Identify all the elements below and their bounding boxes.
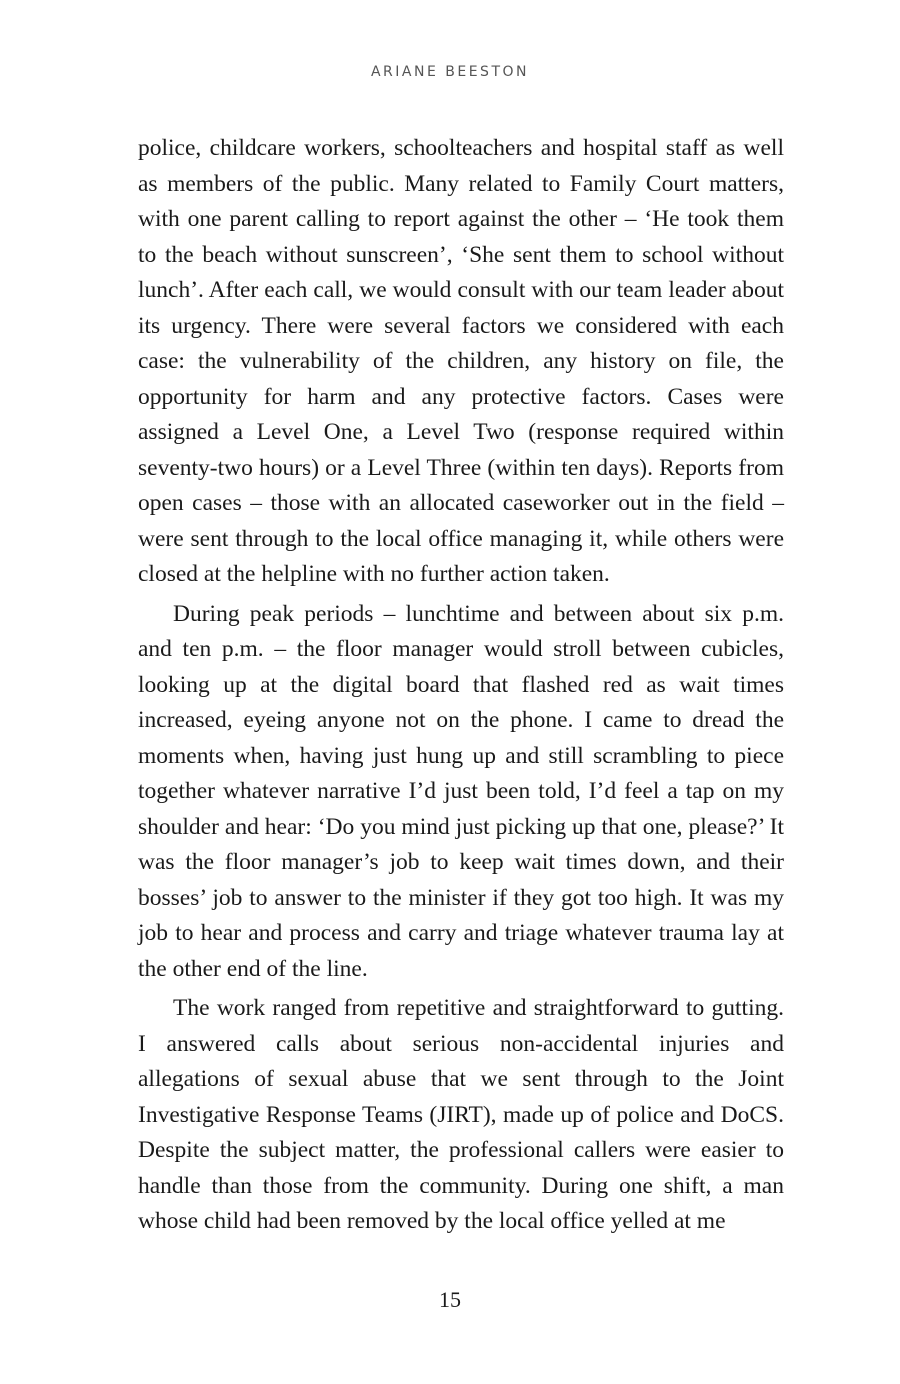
page-number: 15 — [439, 1287, 461, 1312]
page-body — [138, 131, 784, 1244]
paragraph-2: During peak periods – lunchtime and between about six p.m. and ten p.m. – the floor manager would stroll between cubicles, looking up at the digital board that flashed red as wait times increased, eyeing anyone not on the phone. I came to dread the moments when, having just hung up and still scrambling to piece together whatever narrative I’d just been told, I’d feel a tap on my shoulder and hear: ‘Do you mind just picking up that one, please?’ It was the floor manager’s job to keep wait times down, and their bosses’ job to answer to the minister if they got too high. It was my job to hear and process and carry and triage whatever trauma lay at the other end of the line. — [138, 600, 784, 982]
paragraph-3: The work ranged from repetitive and straightforward to gutting. I answered calls about serious non-accidental injuries and allegations of sexual abuse that we sent through to the Joint Investigative Response Teams (JIRT), made up of police and DoCS. Despite the subject matter, the professional callers were easier to handle than those from the community. During one shift, a man whose child had been removed by the local office yelled at me — [138, 995, 784, 1234]
running-head: ARIANE BEESTON — [370, 64, 529, 80]
paragraph-1: police, childcare workers, schoolteachers and hospital staff as well as members of the public. Many related to Family Court matters, with one parent calling to report against the other – ‘He took them to the beach without sunscreen’, ‘She sent them to school without lunch’. After each call, we would consult with our team leader about its urgency. There were several factors we considered with each case: the vulnerability of the children, any history on file, the opportunity for harm and any protective factors. Cases were assigned a Level One, a Level Two (response required within seventy-two hours) or a Level Three (within ten days). Reports from open cases – those with an allocated caseworker out in the field – were sent through to the local office managing it, while others were closed at the helpline with no further action taken. — [138, 135, 784, 587]
